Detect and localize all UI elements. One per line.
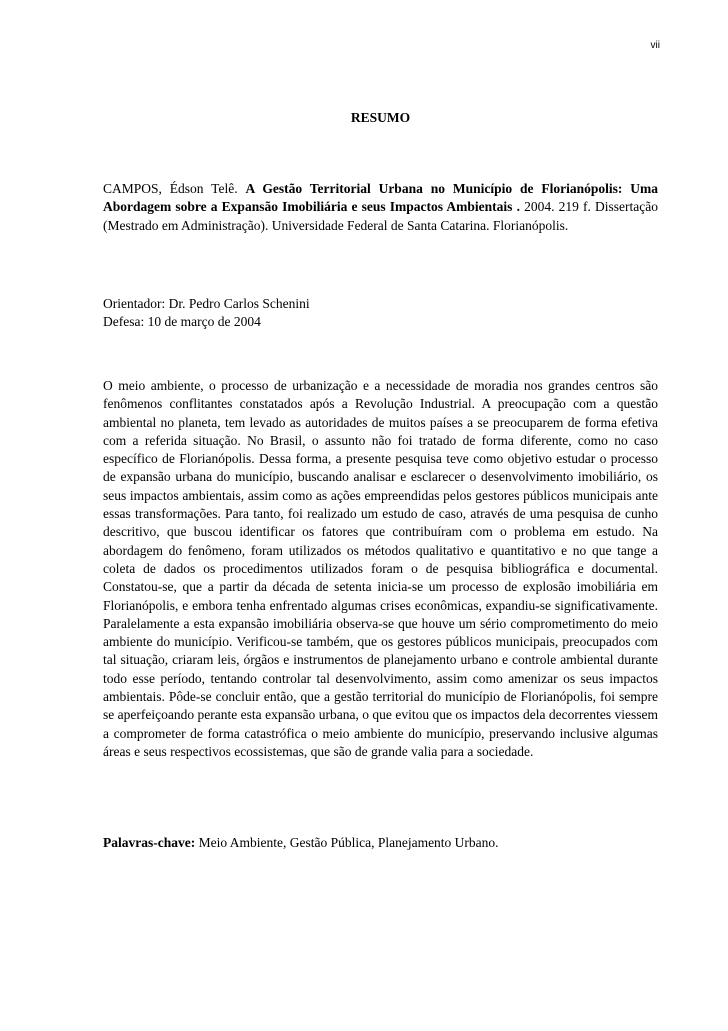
page-title: RESUMO [350,110,411,125]
defense-date-line: Defesa: 10 de março de 2004 [103,314,261,330]
keywords-value: Meio Ambiente, Gestão Pública, Planejamento Urbano. [195,835,499,850]
advisor-line: Orientador: Dr. Pedro Carlos Schenini [103,296,310,311]
keywords-label: Palavras-chave: [103,835,196,850]
citation-title: A Gestão Territorial Urbana no Município de Florianópolis: Uma Abordagem sobre a Expansão Imobiliária e seus Impactos Ambientais . [103,181,658,215]
advisor-block [103,295,658,332]
citation-details: 2004. 219 f. Dissertação (Mestrado em Administração). Universidade Federal de Santa Catarina. Florianópolis. [103,199,658,233]
page-number: vii [650,40,660,51]
citation-author: CAMPOS, Édson Telê. [103,181,246,196]
abstract-text: O meio ambiente, o processo de urbanização e a necessidade de moradia nos grandes centros são fenômenos conflitantes constatados após a Revolução Industrial. A preocupação com a questão ambiental no planeta, tem levado as autoridades de muitos países a se preocuparem de forma efetiva com a referida situação. No Brasil, o assunto não foi tratado de forma diferente, como no caso específico de Florianópolis. Dessa forma, a presente pesquisa teve como objetivo estudar o processo de expansão urbana do município, buscando analisar e esclarecer o desenvolvimento imobiliário, os seus impactos ambientais, assim como as ações empreendidas pelos gestores públicos municipais ante essas transformações. Para tanto, foi realizado um estudo de caso, através de uma pesquisa de cunho descritivo, que buscou identificar os fatores que contribuíram com o problema em estudo. Na abordagem do fenômeno, foram utilizados os métodos qualitativo e quantitativo e no que tange a coleta de dados os procedimentos utilizados foram o de pesquisa bibliográfica e documental. Constatou-se, que a partir da década de setenta inicia-se um processo de explosão imobiliária em Florianópolis, e embora tenha enfrentado algumas crises econômicas, expandiu-se significativamente. Paralelamente a esta expansão imobiliária observa-se que houve um sério comprometimento do meio ambiente do município. Verificou-se também, que os gestores públicos municipais, preocupados com tal situação, criaram leis, órgãos e instrumentos de planejamento urbano e controle ambiental durante todo esse período, tentando controlar tal desenvolvimento, assim como amenizar os seus impactos ambientais. Pôde-se concluir então, que a gestão territorial do município de Florianópolis, foi sempre se aperfeiçoando perante esta expansão urbana, o que evitou que os impactos dela decorrentes viessem a comprometer de forma catastrófica o meio ambiente do município, preservando inclusive algumas áreas e seus respectivos ecossistemas, que são de grande valia para a sociedade. [103,378,658,759]
bibliographic-citation [103,180,658,235]
keywords-line [103,834,658,852]
